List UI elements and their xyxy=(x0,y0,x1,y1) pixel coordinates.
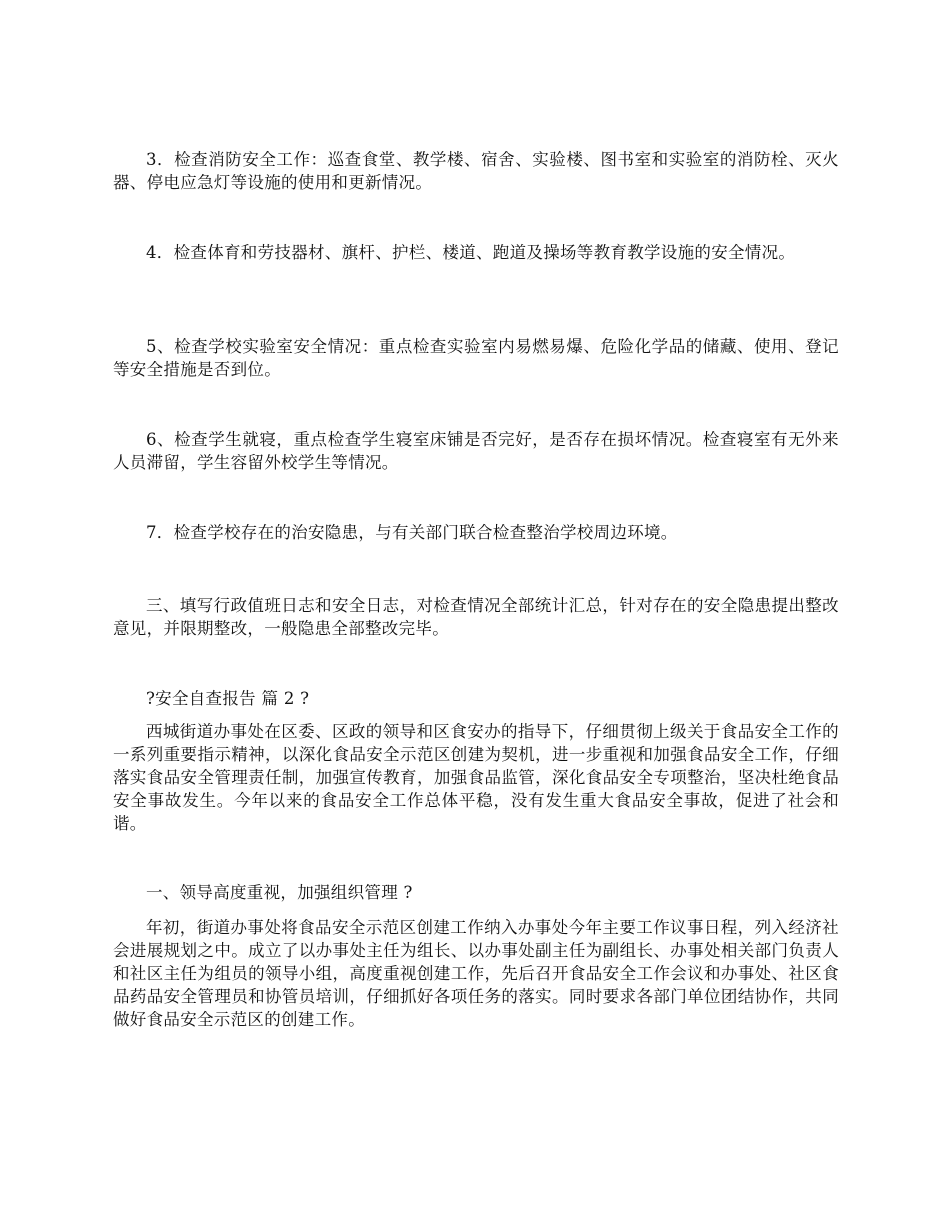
paragraph-duty-log: 三、填写行政值班日志和安全日志，对检查情况全部统计汇总，针对存在的安全隐患提出整改意见，并限期整改，一般隐患全部整改完毕。 xyxy=(113,596,839,638)
paragraph-lab-safety-check: 5、检查学校实验室安全情况：重点检查实验室内易燃易爆、危险化学品的储藏、使用、登记等安全措施是否到位。 xyxy=(113,337,839,379)
paragraph-sports-equipment-check: 4．检查体育和劳技器材、旗杆、护栏、楼道、跑道及操场等教育教学设施的安全情况。 xyxy=(146,243,796,262)
section-title: ?安全自查报告 篇 2 ? xyxy=(146,689,310,708)
intro-paragraph: 西城街道办事处在区委、区政的领导和区食安办的指导下，仔细贯彻上级关于食品安全工作的一系列重要指示精神，以深化食品安全示范区创建为契机，进一步重视和加强食品安全工作，仔细落实食品安全管理责任制，加强宣传教育，加强食品监管，深化食品安全专项整治，坚决杜绝食品安全事故发生。今年以来的食品安全工作总体平稳，没有发生重大食品安全事故，促进了社会和谐。 xyxy=(113,722,839,833)
body-paragraph-leadership: 年初，街道办事处将食品安全示范区创建工作纳入办事处今年主要工作议事日程，列入经济社会进展规划之中。成立了以办事处主任为组长、以办事处副主任为副组长、办事处相关部门负责人和社区主任为组员的领导小组，高度重视创建工作，先后召开食品安全工作会议和办事处、社区食品药品安全管理员和协管员培训，仔细抓好各项任务的落实。同时要求各部门单位团结协作，共同做好食品安全示范区的创建工作。 xyxy=(113,918,839,1029)
paragraph-fire-safety-check: 3．检查消防安全工作：巡查食堂、教学楼、宿舍、实验楼、图书室和实验室的消防栓、灭火器、停电应急灯等设施的使用和更新情况。 xyxy=(113,150,839,192)
subheading-leadership: 一、领导高度重视，加强组织管理 ? xyxy=(146,883,413,902)
paragraph-public-security-check: 7．检查学校存在的治安隐患，与有关部门联合检查整治学校周边环境。 xyxy=(146,523,678,542)
paragraph-dormitory-check: 6、检查学生就寝，重点检查学生寝室床铺是否完好，是否存在损坏情况。检查寝室有无外来人员滞留，学生容留外校学生等情况。 xyxy=(113,430,839,472)
